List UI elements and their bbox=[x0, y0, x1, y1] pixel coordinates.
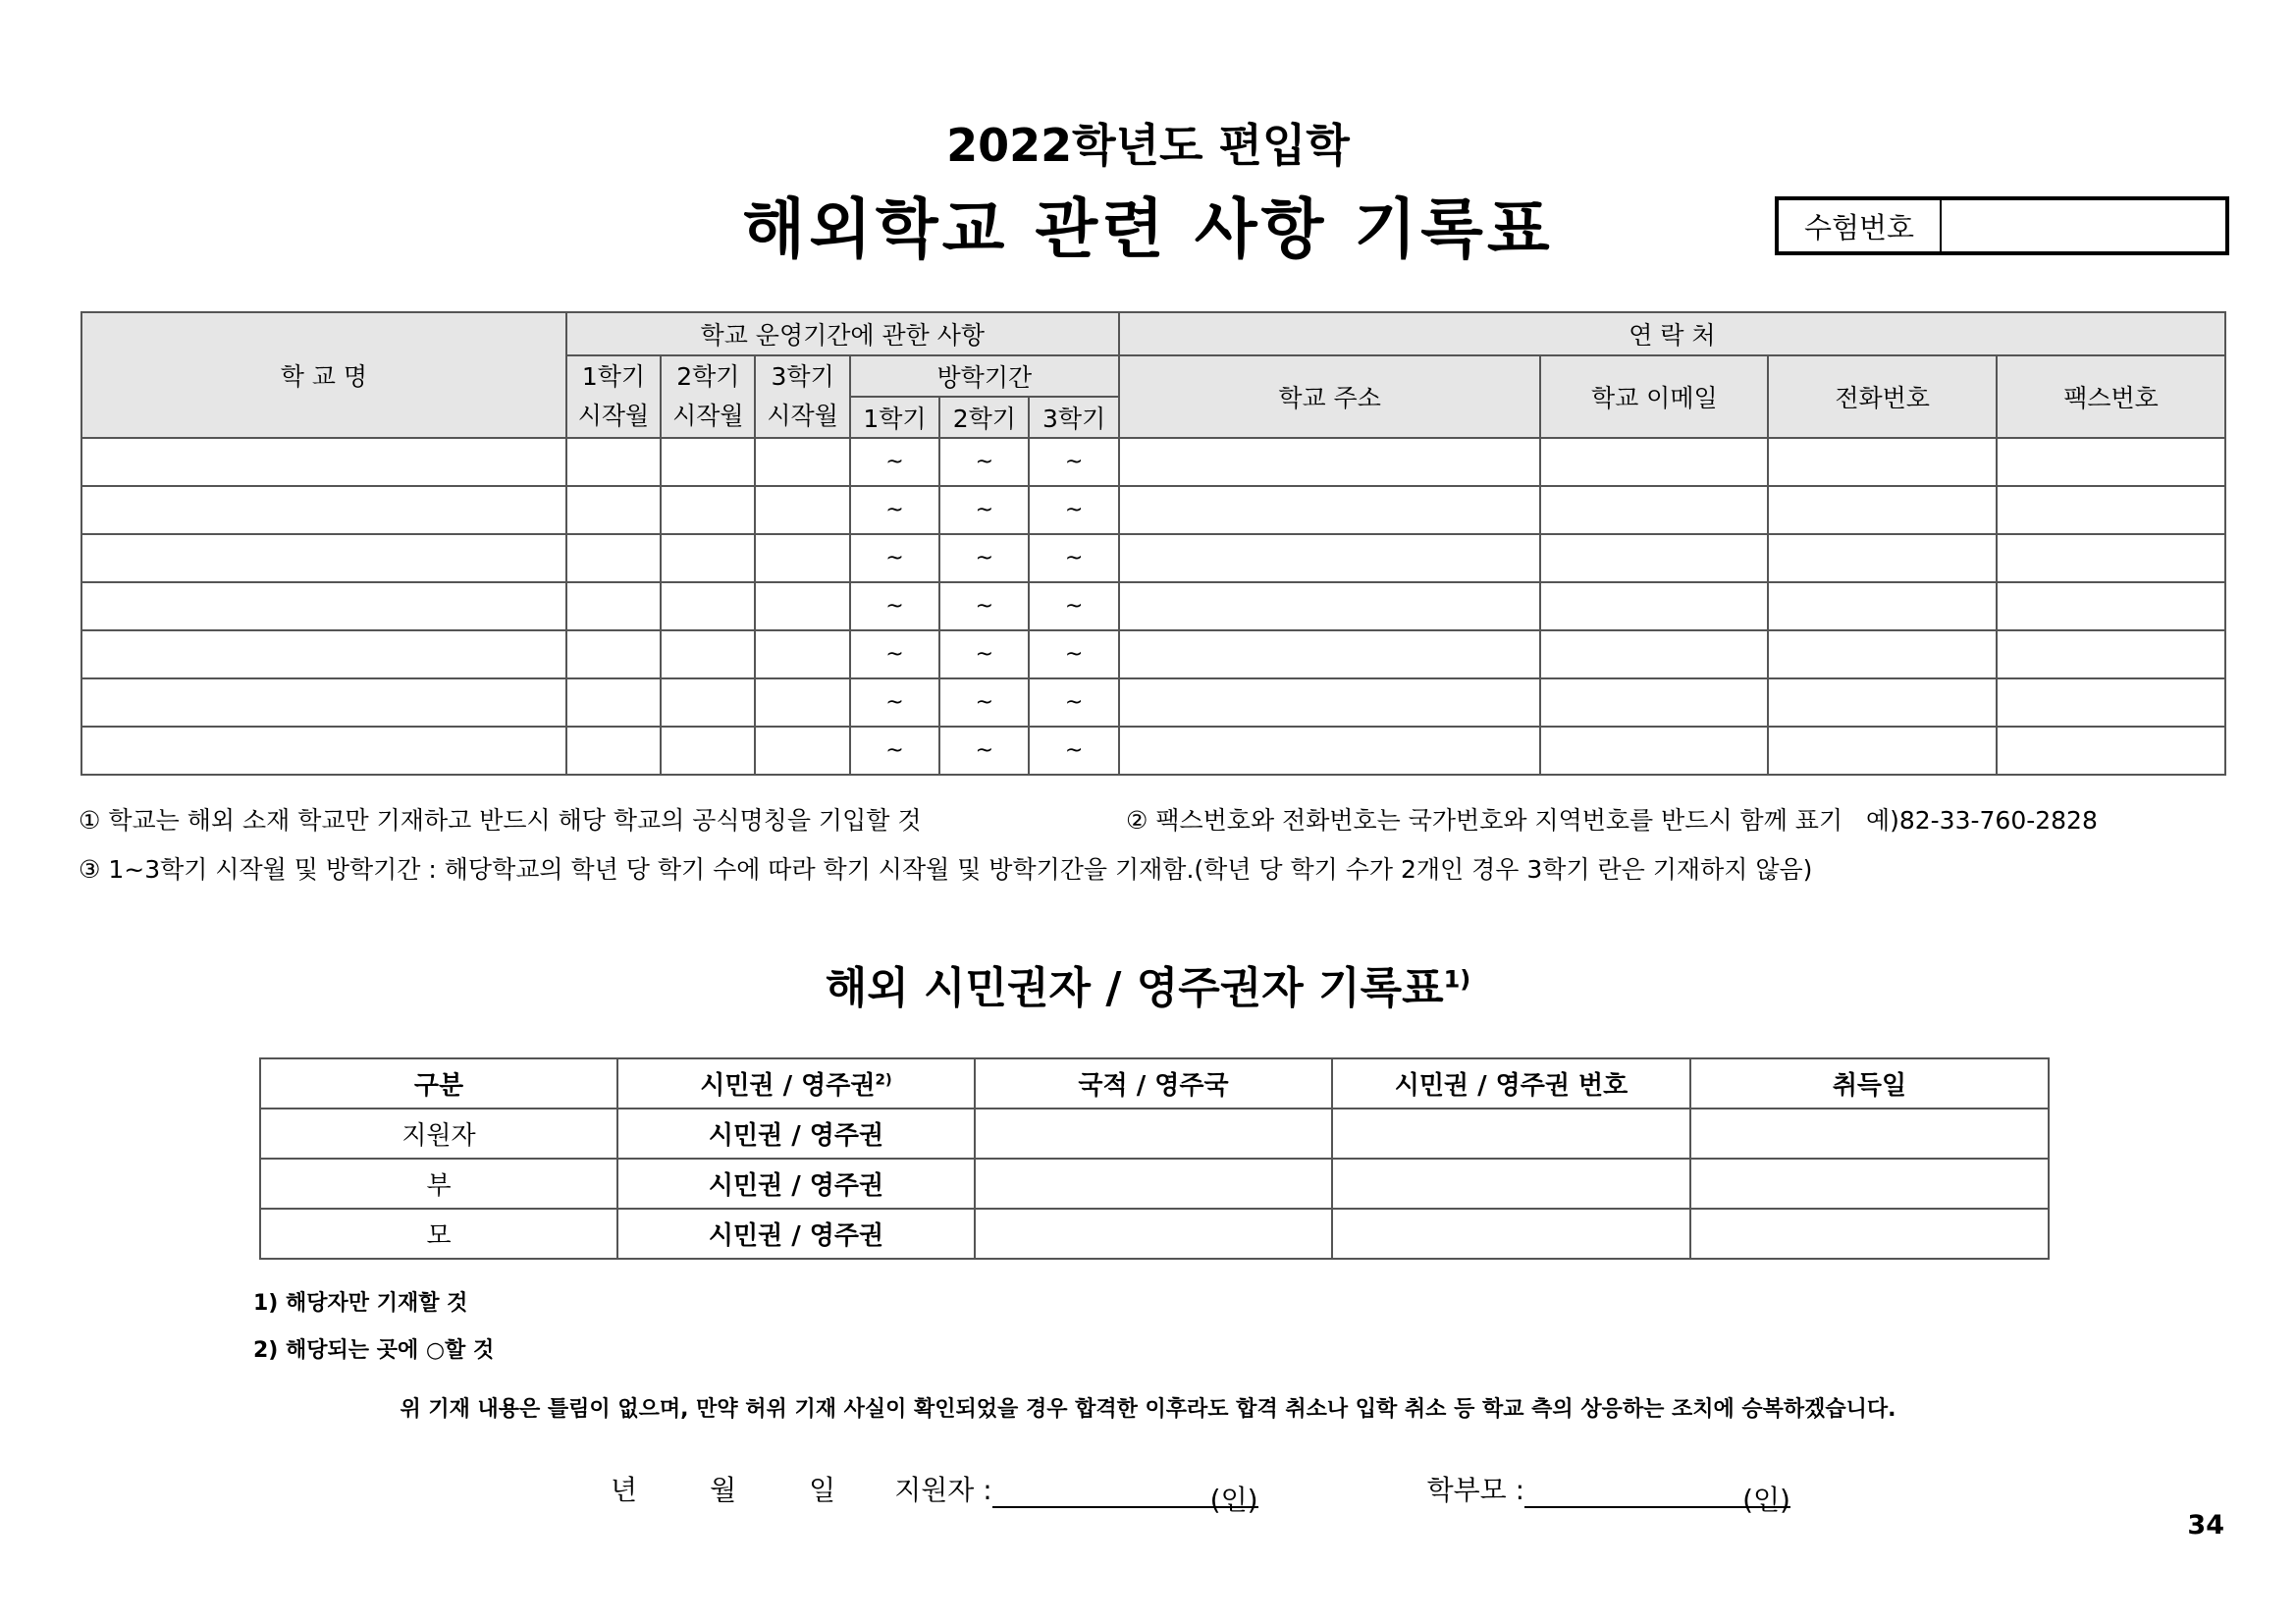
operation-period-header: 학교 운영기간에 관한 사항 bbox=[566, 312, 1119, 355]
address-cell[interactable] bbox=[1119, 582, 1541, 630]
subtitle: 2022학년도 편입학 bbox=[946, 119, 1350, 172]
vac1-cell[interactable]: ~ bbox=[850, 727, 939, 775]
note-3: ③ 1~3학기 시작월 및 방학기간 : 해당학교의 학년 당 학기 수에 따라 학기 시작월 및 방학기간을 기재함.(학년 당 학기 수가 2개인 경우 3학기 란은 기재하지 않음) bbox=[79, 855, 1813, 884]
id-number-cell[interactable] bbox=[1332, 1209, 1690, 1259]
fax-header: 팩스번호 bbox=[1997, 355, 2225, 438]
phone-cell[interactable] bbox=[1768, 727, 1997, 775]
school-name-cell[interactable] bbox=[81, 630, 566, 678]
vac3-cell[interactable]: ~ bbox=[1029, 438, 1118, 486]
vac2-cell[interactable]: ~ bbox=[939, 582, 1029, 630]
email-cell[interactable] bbox=[1540, 582, 1768, 630]
email-header: 학교 이메일 bbox=[1540, 355, 1768, 438]
sem1-start-cell[interactable] bbox=[566, 630, 661, 678]
footnote-2: 2) 해당되는 곳에 ○할 것 bbox=[253, 1338, 495, 1363]
fax-cell[interactable] bbox=[1997, 534, 2225, 582]
email-cell[interactable] bbox=[1540, 678, 1768, 727]
acquired-date-cell[interactable] bbox=[1690, 1109, 2049, 1159]
day-label: 일 bbox=[809, 1474, 836, 1506]
email-cell[interactable] bbox=[1540, 438, 1768, 486]
vac3-cell[interactable]: ~ bbox=[1029, 630, 1118, 678]
id-number-cell[interactable] bbox=[1332, 1109, 1690, 1159]
citizen-row bbox=[260, 1159, 2049, 1209]
school-name-cell[interactable] bbox=[81, 486, 566, 534]
school-name-cell[interactable] bbox=[81, 534, 566, 582]
row-who: 모 bbox=[260, 1209, 617, 1259]
footnote-1: 1) 해당자만 기재할 것 bbox=[253, 1291, 468, 1316]
row-type[interactable]: 시민권 / 영주권 bbox=[617, 1159, 975, 1209]
sem1-start-cell[interactable] bbox=[566, 582, 661, 630]
parent-seal: (인) bbox=[1742, 1479, 1790, 1508]
citizen-row bbox=[260, 1209, 2049, 1259]
phone-cell[interactable] bbox=[1768, 678, 1997, 727]
vac1-header: 1학기 bbox=[850, 397, 939, 438]
signature-line bbox=[611, 1469, 1790, 1516]
sem1-start-cell[interactable] bbox=[566, 486, 661, 534]
school-name-cell[interactable] bbox=[81, 678, 566, 727]
vac1-cell[interactable]: ~ bbox=[850, 630, 939, 678]
declaration: 위 기재 내용은 틀림이 없으며, 만약 허위 기재 사실이 확인되었을 경우 합격한 이후라도 합격 취소나 입학 취소 등 학교 측의 상응하는 조치에 승복하겠습니다. bbox=[400, 1397, 1896, 1422]
phone-cell[interactable] bbox=[1768, 630, 1997, 678]
vac1-cell[interactable]: ~ bbox=[850, 678, 939, 727]
sem2-start-cell[interactable] bbox=[661, 534, 755, 582]
sem3-start-cell[interactable] bbox=[755, 534, 849, 582]
exam-number-box bbox=[1775, 196, 2229, 255]
sem3-start-cell[interactable] bbox=[755, 438, 849, 486]
sem3-start-cell[interactable] bbox=[755, 582, 849, 630]
vac3-cell[interactable]: ~ bbox=[1029, 678, 1118, 727]
sem1-start-cell[interactable] bbox=[566, 727, 661, 775]
phone-cell[interactable] bbox=[1768, 582, 1997, 630]
school-info-table bbox=[80, 311, 2226, 776]
address-cell[interactable] bbox=[1119, 534, 1541, 582]
row-who: 지원자 bbox=[260, 1109, 617, 1159]
email-cell[interactable] bbox=[1540, 630, 1768, 678]
vac1-cell[interactable]: ~ bbox=[850, 582, 939, 630]
phone-header: 전화번호 bbox=[1768, 355, 1997, 438]
sem1-start-cell[interactable] bbox=[566, 438, 661, 486]
id-number-cell[interactable] bbox=[1332, 1159, 1690, 1209]
vac1-cell[interactable]: ~ bbox=[850, 534, 939, 582]
nationality-header: 국적 / 영주국 bbox=[975, 1058, 1332, 1109]
sem3-start-cell[interactable] bbox=[755, 486, 849, 534]
page-title: 해외학교 관련 사항 기록표 bbox=[742, 191, 1554, 267]
school-rows bbox=[81, 438, 2225, 775]
vac2-cell[interactable]: ~ bbox=[939, 727, 1029, 775]
vac1-cell[interactable]: ~ bbox=[850, 438, 939, 486]
vac3-cell[interactable]: ~ bbox=[1029, 582, 1118, 630]
type-header: 시민권 / 영주권$^{2)}$ bbox=[617, 1058, 975, 1109]
vac3-cell[interactable]: ~ bbox=[1029, 486, 1118, 534]
citizen-table bbox=[259, 1057, 2050, 1260]
address-header: 학교 주소 bbox=[1119, 355, 1541, 438]
parent-sign-line[interactable] bbox=[1524, 1479, 1742, 1508]
applicant-label: 지원자 : bbox=[894, 1474, 992, 1506]
fax-cell[interactable] bbox=[1997, 582, 2225, 630]
sem2-start-cell[interactable] bbox=[661, 630, 755, 678]
vac1-cell[interactable]: ~ bbox=[850, 486, 939, 534]
school-row bbox=[81, 727, 2225, 775]
sem2-start-cell[interactable] bbox=[661, 582, 755, 630]
contact-header: 연 락 처 bbox=[1119, 312, 2225, 355]
vac2-cell[interactable]: ~ bbox=[939, 630, 1029, 678]
school-name-cell[interactable] bbox=[81, 582, 566, 630]
sem2-start-header: 2학기 시작월 bbox=[661, 355, 755, 438]
fax-cell[interactable] bbox=[1997, 727, 2225, 775]
school-name-header: 학 교 명 bbox=[81, 312, 566, 438]
nationality-cell[interactable] bbox=[975, 1109, 1332, 1159]
vac2-cell[interactable]: ~ bbox=[939, 534, 1029, 582]
note-2-text: ② 팩스번호와 전화번호는 국가번호와 지역번호를 반드시 함께 표기 bbox=[1126, 806, 1843, 835]
note-2-example: 예)82-33-760-2828 bbox=[1865, 806, 2098, 835]
exam-number-field[interactable] bbox=[1942, 200, 2225, 251]
sem2-start-cell[interactable] bbox=[661, 486, 755, 534]
email-cell[interactable] bbox=[1540, 486, 1768, 534]
month-label: 월 bbox=[710, 1474, 737, 1506]
fax-cell[interactable] bbox=[1997, 438, 2225, 486]
sem2-start-cell[interactable] bbox=[661, 678, 755, 727]
exam-number-label: 수험번호 bbox=[1779, 200, 1942, 251]
applicant-seal: (인) bbox=[1210, 1479, 1258, 1508]
category-header: 구분 bbox=[260, 1058, 617, 1109]
school-name-cell[interactable] bbox=[81, 438, 566, 486]
school-row bbox=[81, 678, 2225, 727]
sem2-start-cell[interactable] bbox=[661, 438, 755, 486]
vac3-cell[interactable]: ~ bbox=[1029, 727, 1118, 775]
sem3-start-cell[interactable] bbox=[755, 727, 849, 775]
school-row bbox=[81, 630, 2225, 678]
citizen-row bbox=[260, 1109, 2049, 1159]
phone-cell[interactable] bbox=[1768, 486, 1997, 534]
vac2-cell[interactable]: ~ bbox=[939, 486, 1029, 534]
address-cell[interactable] bbox=[1119, 630, 1541, 678]
acquired-date-header: 취득일 bbox=[1690, 1058, 2049, 1109]
sem1-start-cell[interactable] bbox=[566, 678, 661, 727]
vac3-header: 3학기 bbox=[1029, 397, 1118, 438]
nationality-cell[interactable] bbox=[975, 1209, 1332, 1259]
address-cell[interactable] bbox=[1119, 438, 1541, 486]
sem1-start-cell[interactable] bbox=[566, 534, 661, 582]
sem2-start-cell[interactable] bbox=[661, 727, 755, 775]
school-row bbox=[81, 534, 2225, 582]
year-label: 년 bbox=[611, 1474, 638, 1506]
sem3-start-cell[interactable] bbox=[755, 678, 849, 727]
acquired-date-cell[interactable] bbox=[1690, 1159, 2049, 1209]
sem3-start-header: 3학기 시작월 bbox=[755, 355, 849, 438]
page-number: 34 bbox=[2187, 1510, 2224, 1541]
school-name-cell[interactable] bbox=[81, 727, 566, 775]
vac2-header: 2학기 bbox=[939, 397, 1029, 438]
note-1: ① 학교는 해외 소재 학교만 기재하고 반드시 해당 학교의 공식명칭을 기입할 것 bbox=[79, 806, 922, 835]
nationality-cell[interactable] bbox=[975, 1159, 1332, 1209]
fax-cell[interactable] bbox=[1997, 678, 2225, 727]
address-cell[interactable] bbox=[1119, 727, 1541, 775]
fax-cell[interactable] bbox=[1997, 630, 2225, 678]
school-row bbox=[81, 438, 2225, 486]
citizen-section-title: 해외 시민권자 / 영주권자 기록표$^{1)}$ bbox=[825, 963, 1471, 1013]
vac2-cell[interactable]: ~ bbox=[939, 678, 1029, 727]
acquired-date-cell[interactable] bbox=[1690, 1209, 2049, 1259]
note-2 bbox=[1126, 801, 2098, 837]
address-cell[interactable] bbox=[1119, 486, 1541, 534]
vac3-cell[interactable]: ~ bbox=[1029, 534, 1118, 582]
email-cell[interactable] bbox=[1540, 534, 1768, 582]
sem3-start-cell[interactable] bbox=[755, 630, 849, 678]
row-who: 부 bbox=[260, 1159, 617, 1209]
school-row bbox=[81, 582, 2225, 630]
sem1-start-header: 1학기 시작월 bbox=[566, 355, 661, 438]
address-cell[interactable] bbox=[1119, 678, 1541, 727]
applicant-sign-line[interactable] bbox=[992, 1479, 1210, 1508]
email-cell[interactable] bbox=[1540, 727, 1768, 775]
title-footnote-mark: 1) bbox=[1443, 965, 1471, 994]
fax-cell[interactable] bbox=[1997, 486, 2225, 534]
parent-label: 학부모 : bbox=[1426, 1474, 1525, 1506]
school-row bbox=[81, 486, 2225, 534]
id-number-header: 시민권 / 영주권 번호 bbox=[1332, 1058, 1690, 1109]
vacation-header: 방학기간 bbox=[850, 355, 1119, 397]
vac2-cell[interactable]: ~ bbox=[939, 438, 1029, 486]
phone-cell[interactable] bbox=[1768, 534, 1997, 582]
row-type[interactable]: 시민권 / 영주권 bbox=[617, 1209, 975, 1259]
phone-cell[interactable] bbox=[1768, 438, 1997, 486]
row-type[interactable]: 시민권 / 영주권 bbox=[617, 1109, 975, 1159]
